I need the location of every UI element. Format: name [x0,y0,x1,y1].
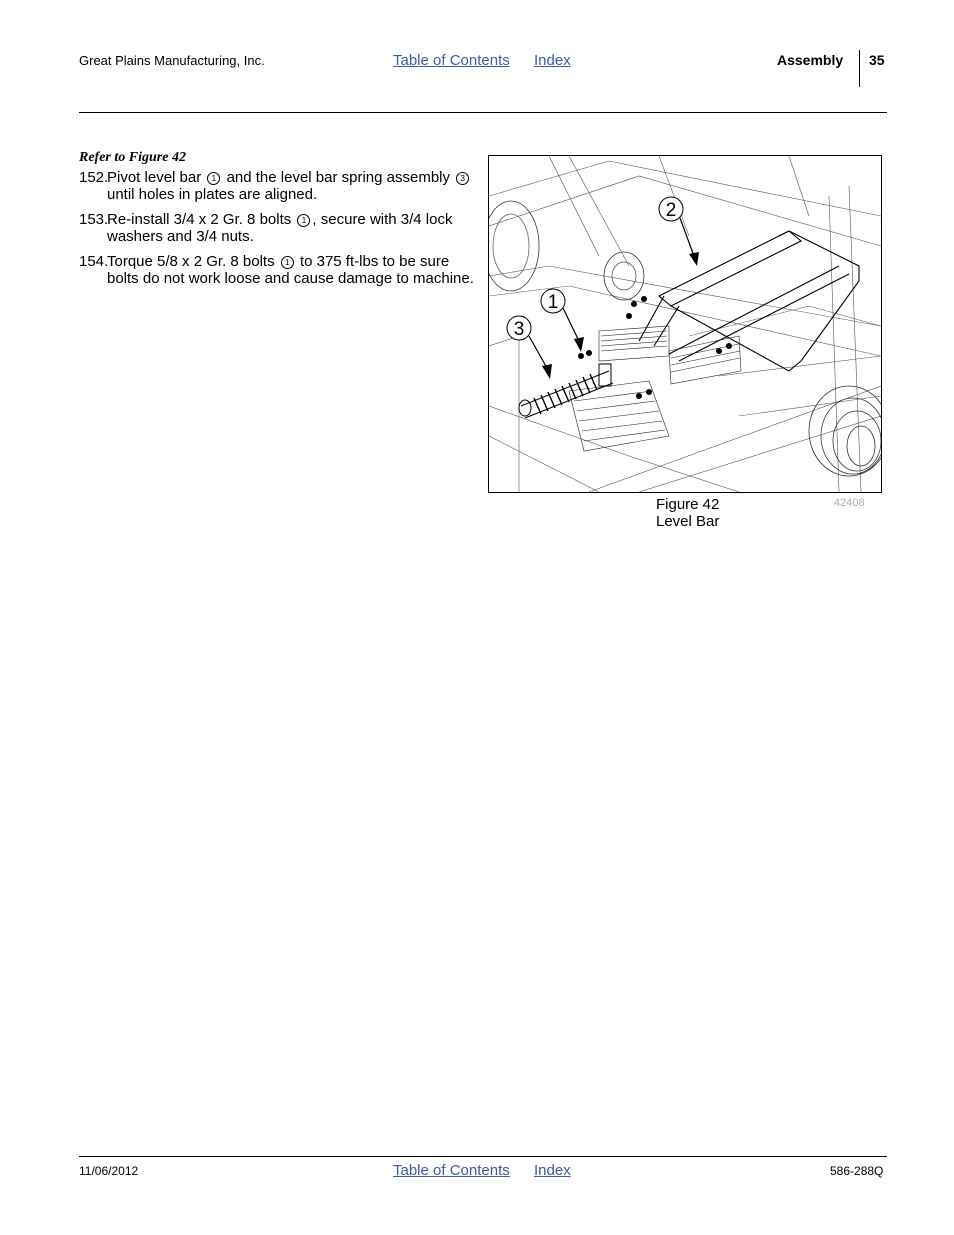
step-153 [79,211,479,245]
header-rule [79,112,887,113]
figure-42-illustration [488,155,882,493]
footer-toc-link[interactable]: Table of Contents [393,1162,510,1179]
step-text: , secure with 3/4 lock washers and 3/4 nuts. [107,211,453,245]
step-number: 154. [79,253,109,270]
step-text: Pivot level bar [107,169,202,186]
footer-date: 11/06/2012 [79,1164,139,1178]
header-divider [859,50,860,87]
document-number: 586-288Q [830,1164,884,1178]
company-name: Great Plains Manufacturing, Inc. [79,53,265,68]
step-list [79,169,479,295]
footer-index-link[interactable]: Index [534,1162,571,1179]
step-text: Re-install 3/4 x 2 Gr. 8 bolts [107,211,292,228]
figure-caption [656,496,719,530]
callout-ref-3: 3 [456,172,469,185]
step-154 [79,253,479,287]
step-number: 152. [79,169,109,186]
callout-label-1: 1 [547,292,559,313]
figure-title: Level Bar [656,513,720,530]
footer-rule [79,1156,887,1157]
callout-ref-1: 1 [297,214,310,227]
step-text: to 375 ft-lbs to be sure bolts do not work loose and cause damage to machine. [107,253,474,287]
step-number: 153. [79,211,109,228]
callout-ref-1: 1 [281,256,294,269]
section-title: Assembly [777,52,844,68]
step-text: until holes in plates are aligned. [107,186,318,203]
step-152 [79,169,479,203]
step-text: Torque 5/8 x 2 Gr. 8 bolts [107,253,275,270]
figure-reference: Refer to Figure 42 [79,150,186,165]
step-text: and the level bar spring assembly [226,169,451,186]
page-number: 35 [869,52,885,68]
header-index-link[interactable]: Index [534,52,571,69]
callout-label-2: 2 [665,200,677,221]
level-bar-drawing [489,156,881,492]
callout-ref-1: 1 [207,172,220,185]
callout-label-3: 3 [513,319,525,340]
header-toc-link[interactable]: Table of Contents [393,52,510,69]
figure-number: Figure 42 [656,496,720,513]
figure-image-code: 42408 [834,497,865,509]
